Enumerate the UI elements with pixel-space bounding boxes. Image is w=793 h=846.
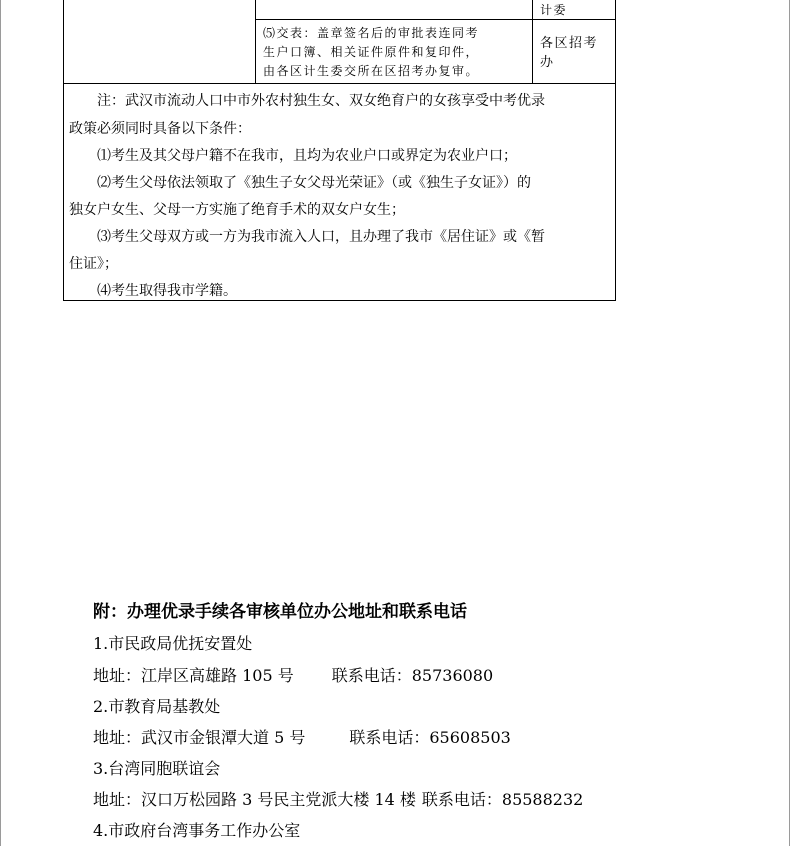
step5-line1: ⑸交表：盖章签名后的审批表连同考 [263, 26, 480, 40]
attachment-phone: 联系电话：85588232 [421, 790, 584, 809]
attachment-item-name: 1.市民政局优抚安置处 [93, 634, 253, 653]
attachment-item-name: 2.市教育局基教处 [93, 697, 221, 716]
requirements-table [63, 0, 616, 301]
attachment-item-contact [93, 784, 783, 815]
note-line5: 独女户女生、父母一方实施了绝育手术的双女户女生； [69, 202, 405, 218]
table-divider-col2 [255, 0, 256, 83]
table-divider-col3 [532, 0, 533, 83]
table-row-divider [255, 19, 616, 20]
note-line6: ⑶考生父母双方或一方为我市流入人口，且办理了我市《居住证》或《暂 [97, 229, 545, 245]
attachment-address: 地址：汉口万松园路 3 号民主党派大楼 14 楼 [93, 790, 416, 809]
note-line3: ⑴考生及其父母户籍不在我市，且均为农业户口或界定为农业户口； [97, 148, 517, 164]
note-line8: ⑷考生取得我市学籍。 [97, 283, 237, 299]
step5-line2: 生户口簿、相关证件原件和复印件， [263, 45, 480, 59]
attachment-phone: 联系电话：65608503 [349, 728, 511, 747]
attachment-item-contact [93, 722, 783, 753]
page-edge-left [0, 0, 1, 846]
attachment-phone: 联系电话：85736080 [331, 666, 494, 685]
attachment-address: 地址：武汉市金银潭大道 5 号 [93, 728, 306, 747]
responsible-line2: 办 [540, 55, 555, 70]
responsible-line1: 各区招考 [540, 36, 599, 51]
note-line1: 注：武汉市流动人口中市外农村独生女、双女绝育户的女孩享受中考优录 [97, 93, 545, 109]
attachment-address: 地址：江岸区高雄路 105 号 [93, 666, 294, 685]
attachment-item-name: 3.台湾同胞联谊会 [93, 759, 221, 778]
attachment-item-contact [93, 660, 783, 691]
attachment-title: 附：办理优录手续各审核单位办公地址和联系电话 [93, 602, 467, 622]
page-edge-right [789, 0, 790, 846]
table-border-left [63, 0, 64, 301]
table-border-right [615, 0, 616, 301]
responsible-cell-top: 计委 [540, 3, 568, 17]
note-line2: 政策必须同时具备以下条件： [69, 121, 251, 137]
note-line4: ⑵考生父母依法领取了《独生子女父母光荣证》（或《独生子女证》）的 [97, 175, 531, 191]
note-line7: 住证》； [69, 256, 118, 272]
table-note-divider [63, 83, 616, 84]
attachment-item-name: 4.市政府台湾事务工作办公室 [93, 821, 301, 840]
step5-line3: 由各区计生委交所在区招考办复审。 [263, 64, 480, 78]
